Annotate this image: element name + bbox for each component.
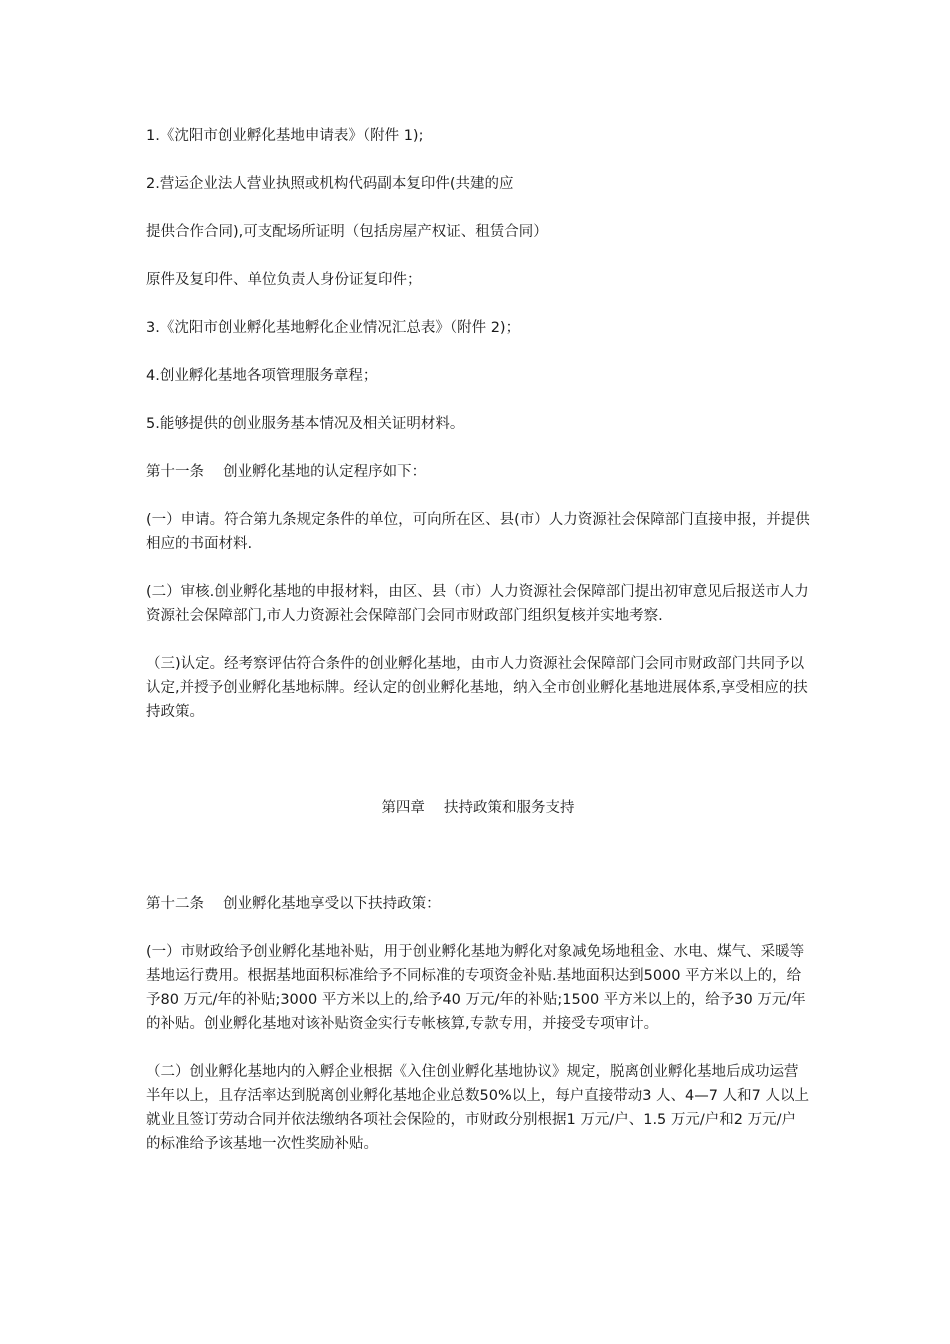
article-11-title: 第十一条 创业孵化基地的认定程序如下：	[146, 464, 427, 480]
article-11-paragraph: (一）申请。符合第九条规定条件的单位，可向所在区、县(市）人力资源社会保障部门直接申报，并提供相应的书面材料.	[146, 512, 810, 552]
list-item-continuation: 原件及复印件、单位负责人身份证复印件；	[146, 272, 422, 288]
article-12-paragraph: (一）市财政给予创业孵化基地补贴，用于创业孵化基地为孵化对象减免场地租金、水电、煤气、采暖等基地运行费用。根据基地面积标准给予不同标准的专项资金补贴.基地面积达到5000 平方米以上的，给予80 万元/年的补贴;3000 平方米以上的,给予40 万元/年的补贴;1500 平方米以上的，给予30 万元/年的补贴。创业孵化基地对该补贴资金实行专帐核算,专款专用，并接受专项审计。	[146, 944, 806, 1032]
list-item: 3.《沈阳市创业孵化基地孵化企业情况汇总表》（附件 2)；	[146, 320, 521, 336]
list-item-continuation: 提供合作合同),可支配场所证明（包括房屋产权证、租赁合同）	[146, 224, 548, 240]
article-11-paragraph: （三)认定。经考察评估符合条件的创业孵化基地，由市人力资源社会保障部门会同市财政部门共同予以认定,并授予创业孵化基地标牌。经认定的创业孵化基地，纳入全市创业孵化基地进展体系,享受相应的扶持政策。	[146, 656, 808, 720]
list-item: 5.能够提供的创业服务基本情况及相关证明材料。	[146, 416, 465, 432]
document-page	[146, 124, 810, 1156]
article-12-paragraph: （二）创业孵化基地内的入孵企业根据《入住创业孵化基地协议》规定，脱离创业孵化基地后成功运营半年以上，且存活率达到脱离创业孵化基地企业总数50%以上，每户直接带动3 人、4—7 人和7 人以上就业且签订劳动合同并依法缴纳各项社会保险的，市财政分别根据1 万元/户、1.5 万元/户和2 万元/户的标准给予该基地一次性奖励补贴。	[146, 1064, 809, 1152]
article-12-title: 第十二条 创业孵化基地享受以下扶持政策：	[146, 896, 441, 912]
chapter-heading: 第四章 扶持政策和服务支持	[381, 800, 575, 816]
list-item: 1.《沈阳市创业孵化基地申请表》（附件 1);	[146, 128, 424, 144]
list-item: 2.营运企业法人营业执照或机构代码副本复印件(共建的应	[146, 176, 514, 192]
list-item: 4.创业孵化基地各项管理服务章程；	[146, 368, 378, 384]
article-11-paragraph: (二）审核.创业孵化基地的申报材料，由区、县（市）人力资源社会保障部门提出初审意见后报送市人力资源社会保障部门,市人力资源社会保障部门会同市财政部门组织复核并实地考察.	[146, 584, 809, 624]
